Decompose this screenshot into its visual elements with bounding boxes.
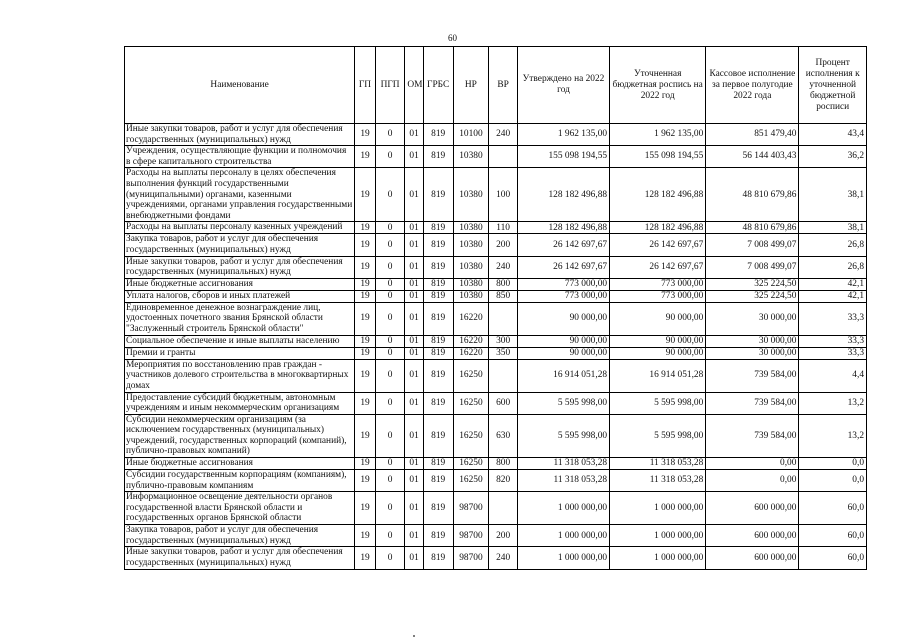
table-row (125, 168, 867, 222)
cell-vr: 350 (489, 347, 518, 359)
cell-np: 98700 (453, 492, 489, 525)
cell-percent: 38,1 (799, 168, 867, 222)
cell-vr: 100 (489, 168, 518, 222)
header-refined: Уточненная бюджетная роспись на 2022 год (610, 47, 706, 124)
cell-refined: 128 182 496,88 (610, 222, 706, 234)
cell-refined: 16 914 051,28 (610, 359, 706, 392)
cell-name: Субсидии некоммерческим организациям (за исключением государственных (муниципальных) учреждений, государственных корпораций (компаний), публично-правовых компаний) (125, 414, 355, 457)
cell-refined: 128 182 496,88 (610, 168, 706, 222)
cell-percent: 60,0 (799, 492, 867, 525)
cell-gp: 19 (355, 359, 375, 392)
cell-name: Расходы на выплаты персоналу в целях обеспечения выполнения функций государственными (муниципальными) органами, казенными учреждениями, органами управления государственными внебюджетными фондами (125, 168, 355, 222)
cell-grbs: 819 (423, 525, 453, 547)
cell-refined: 90 000,00 (610, 335, 706, 347)
table-row (125, 124, 867, 146)
cell-cash: 30 000,00 (706, 335, 799, 347)
cell-approved: 128 182 496,88 (517, 168, 609, 222)
cell-om: 01 (405, 124, 423, 146)
cell-vr: 240 (489, 256, 518, 278)
cell-np: 98700 (453, 525, 489, 547)
cell-pgp: 0 (375, 470, 405, 492)
cell-om: 01 (405, 168, 423, 222)
cell-grbs: 819 (423, 146, 453, 168)
cell-percent: 60,0 (799, 547, 867, 569)
cell-percent: 26,8 (799, 256, 867, 278)
cell-grbs: 819 (423, 359, 453, 392)
cell-vr: 800 (489, 458, 518, 470)
cell-name: Единовременное денежное вознаграждение лиц, удостоенных почетного звания Брянской области "Заслуженный строитель Брянской области" (125, 302, 355, 335)
cell-np: 16220 (453, 335, 489, 347)
cell-vr: 630 (489, 414, 518, 457)
cell-pgp: 0 (375, 492, 405, 525)
cell-name: Информационное освещение деятельности органов государственной власти Брянской области и государственных органов Брянской области (125, 492, 355, 525)
cell-name: Субсидии государственным корпорациям (компаниям), публично-правовым компаниям (125, 470, 355, 492)
cell-om: 01 (405, 302, 423, 335)
header-vr: ВР (489, 47, 518, 124)
cell-gp: 19 (355, 547, 375, 569)
cell-refined: 773 000,00 (610, 290, 706, 302)
cell-refined: 5 595 998,00 (610, 414, 706, 457)
header-cash: Кассовое исполнение за первое полугодие 2022 года (706, 47, 799, 124)
cell-vr: 800 (489, 278, 518, 290)
table-body (125, 124, 867, 570)
table-row (125, 392, 867, 414)
cell-percent: 42,1 (799, 290, 867, 302)
cell-vr (489, 302, 518, 335)
cell-cash: 325 224,50 (706, 290, 799, 302)
cell-percent: 33,3 (799, 347, 867, 359)
cell-gp: 19 (355, 335, 375, 347)
cell-name: Мероприятия по восстановлению прав граждан - участников долевого строительства в многоквартирных домах (125, 359, 355, 392)
cell-approved: 26 142 697,67 (517, 234, 609, 256)
cell-np: 10380 (453, 146, 489, 168)
cell-om: 01 (405, 359, 423, 392)
cell-percent: 38,1 (799, 222, 867, 234)
cell-np: 10380 (453, 234, 489, 256)
cell-refined: 773 000,00 (610, 278, 706, 290)
cell-np: 10380 (453, 290, 489, 302)
cell-np: 16250 (453, 359, 489, 392)
cell-approved: 1 000 000,00 (517, 525, 609, 547)
cell-percent: 60,0 (799, 525, 867, 547)
cell-cash: 325 224,50 (706, 278, 799, 290)
cell-pgp: 0 (375, 234, 405, 256)
cell-grbs: 819 (423, 458, 453, 470)
cell-vr (489, 492, 518, 525)
cell-om: 01 (405, 392, 423, 414)
cell-pgp: 0 (375, 256, 405, 278)
cell-np: 10100 (453, 124, 489, 146)
cell-vr: 200 (489, 234, 518, 256)
cell-om: 01 (405, 234, 423, 256)
cell-grbs: 819 (423, 256, 453, 278)
cell-np: 10380 (453, 222, 489, 234)
cell-gp: 19 (355, 222, 375, 234)
cell-name: Закупка товаров, работ и услуг для обеспечения государственных (муниципальных) нужд (125, 234, 355, 256)
table-header-row (125, 47, 867, 124)
cell-pgp: 0 (375, 414, 405, 457)
cell-gp: 19 (355, 392, 375, 414)
page-number: 60 (448, 33, 457, 43)
cell-grbs: 819 (423, 547, 453, 569)
cell-cash: 0,00 (706, 470, 799, 492)
cell-grbs: 819 (423, 492, 453, 525)
cell-name: Иные закупки товаров, работ и услуг для обеспечения государственных (муниципальных) нужд (125, 256, 355, 278)
cell-om: 01 (405, 414, 423, 457)
cell-gp: 19 (355, 302, 375, 335)
cell-grbs: 819 (423, 392, 453, 414)
cell-pgp: 0 (375, 347, 405, 359)
cell-percent: 42,1 (799, 278, 867, 290)
cell-approved: 5 595 998,00 (517, 414, 609, 457)
cell-cash: 851 479,40 (706, 124, 799, 146)
cell-pgp: 0 (375, 146, 405, 168)
cell-om: 01 (405, 278, 423, 290)
cell-gp: 19 (355, 278, 375, 290)
cell-cash: 56 144 403,43 (706, 146, 799, 168)
cell-pgp: 0 (375, 525, 405, 547)
cell-percent: 13,2 (799, 414, 867, 457)
cell-refined: 11 318 053,28 (610, 470, 706, 492)
cell-refined: 90 000,00 (610, 302, 706, 335)
cell-np: 10380 (453, 278, 489, 290)
header-om: ОМ (405, 47, 423, 124)
cell-np: 98700 (453, 547, 489, 569)
cell-grbs: 819 (423, 222, 453, 234)
cell-vr (489, 359, 518, 392)
table-row (125, 302, 867, 335)
cell-refined: 1 000 000,00 (610, 525, 706, 547)
cell-pgp: 0 (375, 278, 405, 290)
cell-pgp: 0 (375, 547, 405, 569)
table-row (125, 470, 867, 492)
header-name: Наименование (125, 47, 355, 124)
cell-cash: 30 000,00 (706, 302, 799, 335)
cell-gp: 19 (355, 168, 375, 222)
header-pgp: ПГП (375, 47, 405, 124)
cell-name: Предоставление субсидий бюджетным, автономным учреждениям и иным некоммерческим организациям (125, 392, 355, 414)
cell-name: Премии и гранты (125, 347, 355, 359)
cell-percent: 26,8 (799, 234, 867, 256)
cell-percent: 33,3 (799, 302, 867, 335)
table-row (125, 256, 867, 278)
table-row (125, 547, 867, 569)
cell-om: 01 (405, 492, 423, 525)
cell-approved: 11 318 053,28 (517, 470, 609, 492)
header-grbs: ГРБС (423, 47, 453, 124)
cell-om: 01 (405, 347, 423, 359)
cell-percent: 43,4 (799, 124, 867, 146)
cell-grbs: 819 (423, 470, 453, 492)
cell-grbs: 819 (423, 290, 453, 302)
cell-name: Уплата налогов, сборов и иных платежей (125, 290, 355, 302)
cell-cash: 7 008 499,07 (706, 256, 799, 278)
table-row (125, 278, 867, 290)
table-row (125, 347, 867, 359)
cell-approved: 1 000 000,00 (517, 492, 609, 525)
cell-gp: 19 (355, 458, 375, 470)
budget-table (124, 46, 867, 570)
cell-cash: 30 000,00 (706, 347, 799, 359)
cell-grbs: 819 (423, 124, 453, 146)
cell-np: 16250 (453, 392, 489, 414)
cell-np: 16250 (453, 414, 489, 457)
table-row (125, 234, 867, 256)
cell-pgp: 0 (375, 222, 405, 234)
cell-vr: 600 (489, 392, 518, 414)
cell-gp: 19 (355, 124, 375, 146)
cell-refined: 26 142 697,67 (610, 256, 706, 278)
cell-approved: 5 595 998,00 (517, 392, 609, 414)
cell-np: 10380 (453, 256, 489, 278)
cell-percent: 0,0 (799, 470, 867, 492)
cell-name: Расходы на выплаты персоналу казенных учреждений (125, 222, 355, 234)
table-row (125, 414, 867, 457)
header-approved: Утверждено на 2022 год (517, 47, 609, 124)
cell-vr: 110 (489, 222, 518, 234)
cell-pgp: 0 (375, 359, 405, 392)
cell-vr: 820 (489, 470, 518, 492)
cell-cash: 600 000,00 (706, 525, 799, 547)
cell-np: 16220 (453, 347, 489, 359)
cell-np: 16250 (453, 458, 489, 470)
cell-pgp: 0 (375, 458, 405, 470)
cell-gp: 19 (355, 470, 375, 492)
cell-om: 01 (405, 256, 423, 278)
cell-om: 01 (405, 525, 423, 547)
cell-name: Учреждения, осуществляющие функции и полномочия в сфере капитального строительства (125, 146, 355, 168)
table-row (125, 146, 867, 168)
cell-pgp: 0 (375, 335, 405, 347)
cell-approved: 1 962 135,00 (517, 124, 609, 146)
cell-grbs: 819 (423, 234, 453, 256)
cell-gp: 19 (355, 290, 375, 302)
cell-gp: 19 (355, 234, 375, 256)
cell-approved: 26 142 697,67 (517, 256, 609, 278)
cell-om: 01 (405, 458, 423, 470)
cell-percent: 33,3 (799, 335, 867, 347)
cell-cash: 7 008 499,07 (706, 234, 799, 256)
cell-om: 01 (405, 146, 423, 168)
cell-np: 16220 (453, 302, 489, 335)
cell-name: Иные закупки товаров, работ и услуг для обеспечения государственных (муниципальных) нужд (125, 547, 355, 569)
cell-gp: 19 (355, 146, 375, 168)
cell-refined: 155 098 194,55 (610, 146, 706, 168)
cell-gp: 19 (355, 347, 375, 359)
cell-approved: 773 000,00 (517, 278, 609, 290)
cell-refined: 1 000 000,00 (610, 547, 706, 569)
cell-gp: 19 (355, 414, 375, 457)
cell-refined: 26 142 697,67 (610, 234, 706, 256)
header-percent: Процент исполнения к уточненной бюджетной росписи (799, 47, 867, 124)
cell-grbs: 819 (423, 335, 453, 347)
header-np: НР (453, 47, 489, 124)
cell-approved: 773 000,00 (517, 290, 609, 302)
cell-gp: 19 (355, 256, 375, 278)
cell-grbs: 819 (423, 278, 453, 290)
cell-approved: 16 914 051,28 (517, 359, 609, 392)
cell-vr: 850 (489, 290, 518, 302)
cell-approved: 155 098 194,55 (517, 146, 609, 168)
cell-cash: 739 584,00 (706, 359, 799, 392)
cell-approved: 128 182 496,88 (517, 222, 609, 234)
scan-dot (412, 634, 416, 638)
cell-om: 01 (405, 470, 423, 492)
cell-om: 01 (405, 335, 423, 347)
cell-cash: 48 810 679,86 (706, 222, 799, 234)
cell-pgp: 0 (375, 392, 405, 414)
cell-percent: 0,0 (799, 458, 867, 470)
cell-np: 16250 (453, 470, 489, 492)
cell-approved: 11 318 053,28 (517, 458, 609, 470)
cell-pgp: 0 (375, 124, 405, 146)
table-row (125, 290, 867, 302)
cell-cash: 600 000,00 (706, 547, 799, 569)
cell-vr (489, 146, 518, 168)
table-row (125, 335, 867, 347)
cell-approved: 90 000,00 (517, 347, 609, 359)
cell-grbs: 819 (423, 302, 453, 335)
cell-vr: 240 (489, 124, 518, 146)
cell-grbs: 819 (423, 168, 453, 222)
cell-refined: 90 000,00 (610, 347, 706, 359)
table-row (125, 492, 867, 525)
cell-refined: 1 962 135,00 (610, 124, 706, 146)
cell-cash: 0,00 (706, 458, 799, 470)
cell-gp: 19 (355, 492, 375, 525)
cell-pgp: 0 (375, 302, 405, 335)
cell-percent: 4,4 (799, 359, 867, 392)
cell-percent: 36,2 (799, 146, 867, 168)
cell-om: 01 (405, 222, 423, 234)
cell-vr: 200 (489, 525, 518, 547)
cell-percent: 13,2 (799, 392, 867, 414)
cell-grbs: 819 (423, 347, 453, 359)
cell-name: Закупка товаров, работ и услуг для обеспечения государственных (муниципальных) нужд (125, 525, 355, 547)
cell-refined: 5 595 998,00 (610, 392, 706, 414)
cell-refined: 1 000 000,00 (610, 492, 706, 525)
cell-name: Социальное обеспечение и иные выплаты населению (125, 335, 355, 347)
cell-om: 01 (405, 547, 423, 569)
cell-name: Иные бюджетные ассигнования (125, 458, 355, 470)
cell-vr: 300 (489, 335, 518, 347)
table-row (125, 525, 867, 547)
cell-pgp: 0 (375, 290, 405, 302)
cell-name: Иные бюджетные ассигнования (125, 278, 355, 290)
cell-om: 01 (405, 290, 423, 302)
table-row (125, 458, 867, 470)
cell-approved: 90 000,00 (517, 302, 609, 335)
cell-pgp: 0 (375, 168, 405, 222)
cell-cash: 739 584,00 (706, 392, 799, 414)
cell-grbs: 819 (423, 414, 453, 457)
cell-cash: 739 584,00 (706, 414, 799, 457)
cell-cash: 48 810 679,86 (706, 168, 799, 222)
cell-refined: 11 318 053,28 (610, 458, 706, 470)
cell-name: Иные закупки товаров, работ и услуг для обеспечения государственных (муниципальных) нужд (125, 124, 355, 146)
cell-gp: 19 (355, 525, 375, 547)
cell-vr: 240 (489, 547, 518, 569)
cell-np: 10380 (453, 168, 489, 222)
cell-approved: 1 000 000,00 (517, 547, 609, 569)
cell-approved: 90 000,00 (517, 335, 609, 347)
header-gp: ГП (355, 47, 375, 124)
table-row (125, 222, 867, 234)
table-row (125, 359, 867, 392)
cell-cash: 600 000,00 (706, 492, 799, 525)
